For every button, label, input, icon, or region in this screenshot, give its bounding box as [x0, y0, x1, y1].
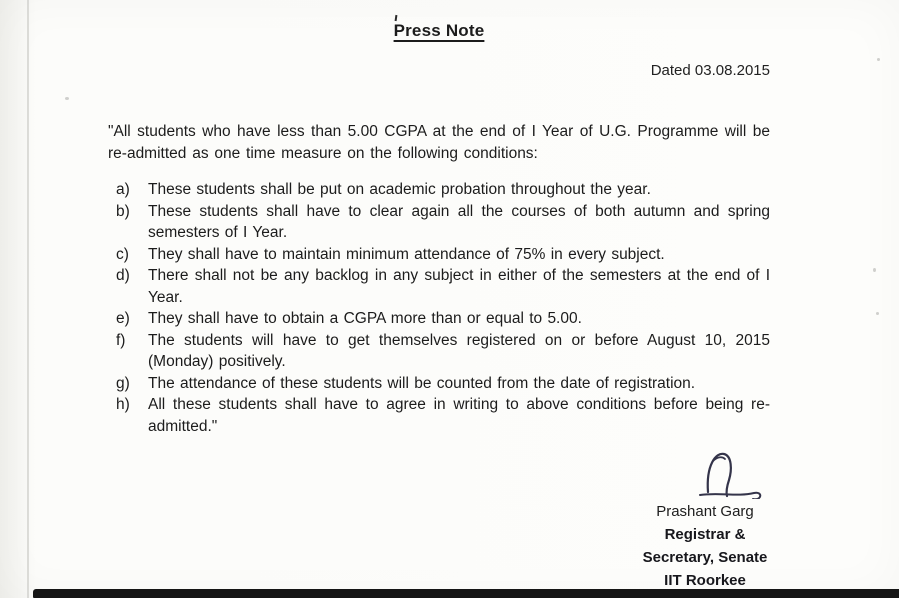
- condition-item-h: [116, 394, 770, 437]
- condition-text: There shall not be any backlog in any subject in either of the semesters at the end of I Year.: [148, 267, 770, 306]
- condition-label: f): [116, 331, 126, 349]
- signatory-name: Prashant Garg: [656, 503, 754, 520]
- condition-label: c): [116, 245, 129, 263]
- date-line: Dated 03.08.2015: [650, 62, 770, 79]
- condition-text: The students will have to get themselves registered on or before August 10, 2015 (Monday) positively.: [148, 331, 770, 370]
- condition-label: h): [116, 396, 130, 413]
- condition-text: They shall have to maintain minimum attendance of 75% in every subject.: [148, 245, 665, 263]
- condition-item-g: [116, 373, 770, 395]
- signature-scribble-icon: [693, 447, 773, 499]
- document-title-text: Press Note: [393, 21, 485, 40]
- condition-item-e: [116, 308, 770, 330]
- intro-paragraph: "All students who have less than 5.00 CGPA at the end of I Year of U.G. Programme will be re-admitted as one time measure on the following conditions:: [108, 123, 770, 162]
- condition-text: The attendance of these students will be counted from the date of registration.: [148, 374, 696, 392]
- signature-block: [625, 447, 785, 592]
- condition-label: g): [116, 374, 130, 392]
- condition-text: These students shall be put on academic probation throughout the year.: [148, 181, 651, 198]
- condition-text: They shall have to obtain a CGPA more than or equal to 5.00.: [148, 310, 582, 327]
- condition-label: d): [116, 267, 130, 284]
- scan-bottom-bar: [33, 589, 899, 598]
- document-title: [108, 0, 770, 41]
- condition-label: a): [116, 181, 130, 198]
- condition-item-f: [116, 330, 770, 373]
- condition-item-d: [116, 265, 770, 308]
- signatory-role-line-3: IIT Roorkee: [664, 572, 746, 589]
- condition-label: e): [116, 310, 130, 327]
- conditions-list: [116, 179, 770, 437]
- condition-text: All these students shall have to agree in writing to above conditions before being re-admitted.": [148, 396, 770, 435]
- signatory-role-line-2: Secretary, Senate: [642, 549, 768, 566]
- condition-item-c: [116, 244, 770, 266]
- condition-label: b): [116, 202, 130, 220]
- condition-text: These students shall have to clear again all the courses of both autumn and spring semesters of I Year.: [148, 202, 770, 241]
- condition-item-a: [116, 179, 770, 201]
- condition-item-b: [116, 201, 770, 244]
- signatory-role-line-1: Registrar &: [664, 526, 746, 543]
